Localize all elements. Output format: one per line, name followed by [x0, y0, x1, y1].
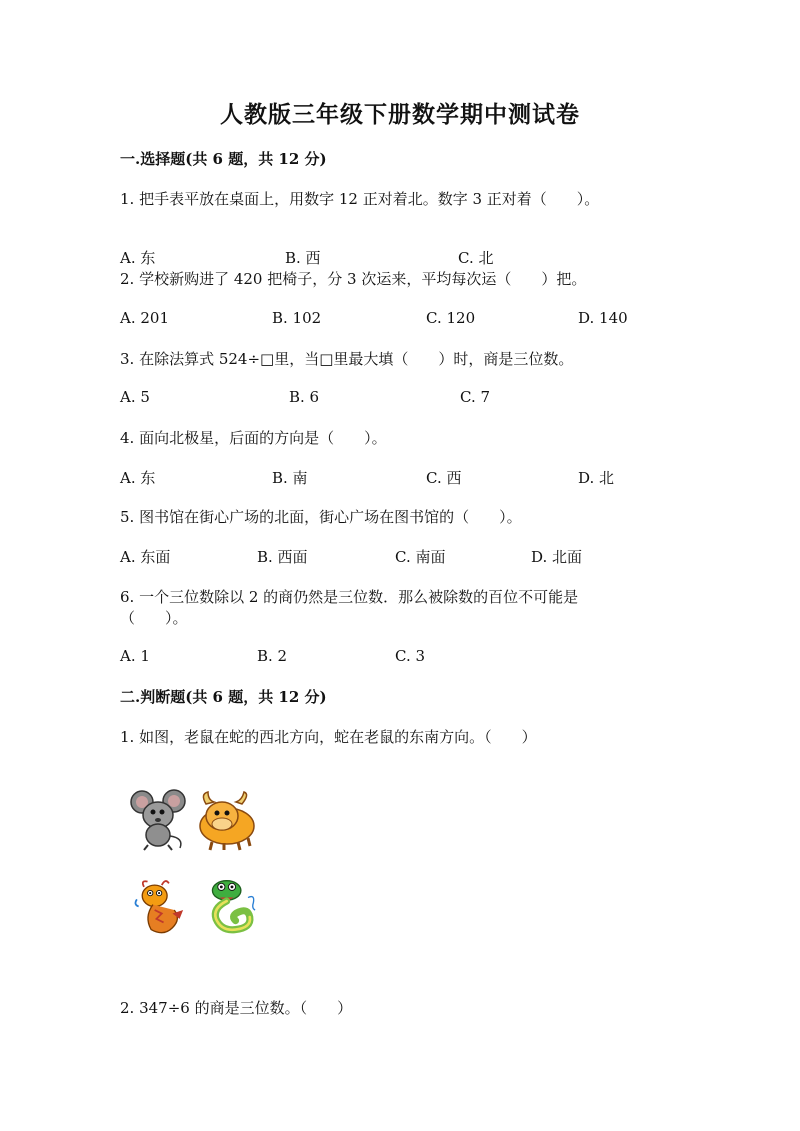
option-c: C. 北: [458, 249, 494, 267]
option-b: B. 西: [285, 249, 321, 267]
dragon-icon: [128, 878, 192, 942]
option-a: A. 东: [120, 469, 156, 487]
mouse-icon: [128, 788, 192, 852]
question-3: 3. 在除法算式 524÷□里，当□里最大填（ ）时，商是三位数。: [120, 350, 574, 368]
option-b: B. 2: [257, 647, 288, 665]
question-5: 5. 图书馆在街心广场的北面，街心广场在图书馆的（ ）。: [120, 508, 522, 526]
option-d: D. 140: [578, 309, 628, 327]
option-c: C. 南面: [395, 548, 446, 566]
question-1: 1. 把手表平放在桌面上，用数字 12 正对着北。数字 3 正对着（ ）。: [120, 190, 600, 208]
option-a: A. 1: [120, 647, 150, 665]
question-6-line-1: 6. 一个三位数除以 2 的商仍然是三位数．那么被除数的百位不可能是: [120, 588, 579, 606]
option-c: C. 120: [426, 309, 476, 327]
option-d: D. 北面: [531, 548, 583, 566]
option-c: C. 西: [426, 469, 462, 487]
option-c: C. 3: [395, 647, 426, 665]
section-heading-judgement: 二.判断题(共 6 题，共 12 分): [120, 688, 327, 706]
question-2: 2. 学校新购进了 420 把椅子，分 3 次运来，平均每次运（ ）把。: [120, 270, 587, 288]
option-c: C. 7: [460, 388, 491, 406]
option-a: A. 5: [120, 388, 150, 406]
option-b: B. 102: [272, 309, 322, 327]
page-title: 人教版三年级下册数学期中测试卷: [220, 101, 580, 128]
option-d: D. 北: [578, 469, 615, 487]
question-4: 4. 面向北极星，后面的方向是（ ）。: [120, 429, 387, 447]
section-heading-choice: 一.选择题(共 6 题，共 12 分): [120, 150, 327, 168]
option-a: A. 201: [120, 309, 169, 327]
ox-icon: [194, 788, 258, 852]
judgement-question-1: 1. 如图，老鼠在蛇的西北方向，蛇在老鼠的东南方向。（ ）: [120, 728, 537, 746]
option-b: B. 南: [272, 469, 308, 487]
judgement-question-2: 2. 347÷6 的商是三位数。（ ）: [120, 999, 353, 1017]
option-a: A. 东面: [120, 548, 171, 566]
snake-icon: [200, 878, 264, 942]
option-a: A. 东: [120, 249, 156, 267]
option-b: B. 6: [289, 388, 320, 406]
option-b: B. 西面: [257, 548, 308, 566]
question-6-line-2: （ ）。: [120, 609, 188, 627]
